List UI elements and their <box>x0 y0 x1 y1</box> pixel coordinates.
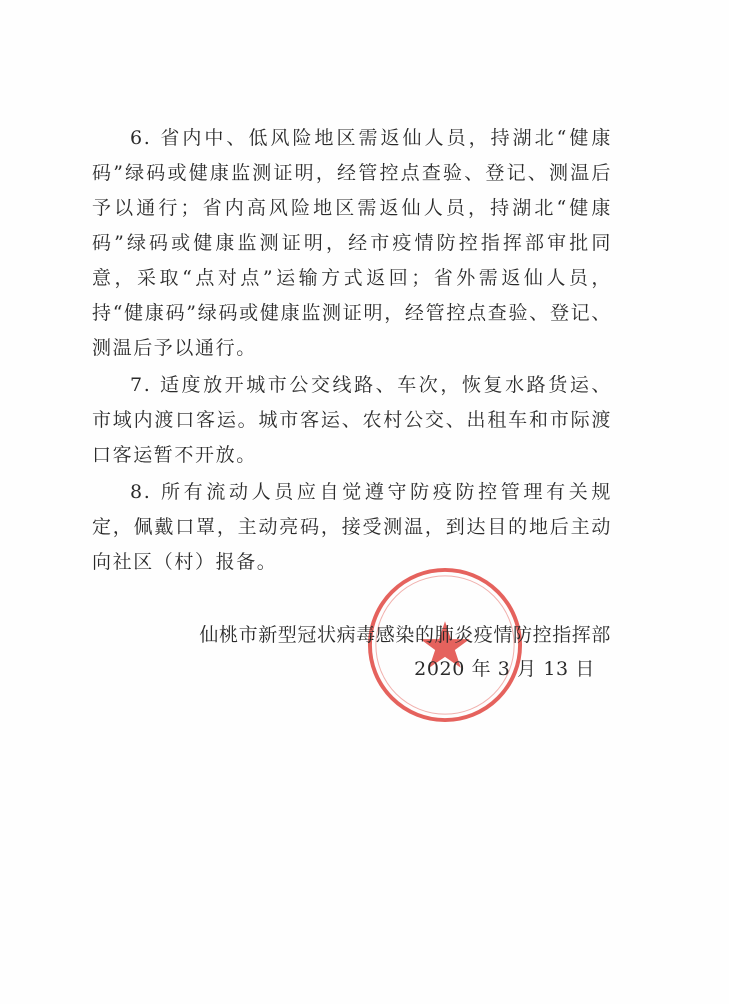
paragraph-8: 8. 所有流动人员应自觉遵守防疫防控管理有关规定，佩戴口罩，主动亮码，接受测温，到达目的地后主动向社区（村）报备。 <box>92 481 612 573</box>
notice-body <box>92 121 612 582</box>
paragraph-6: 6. 省内中、低风险地区需返仙人员，持湖北“健康码”绿码或健康监测证明，经管控点查验、登记、测温后予以通行；省内高风险地区需返仙人员，持湖北“健康码”绿码或健康监测证明，经市疫情防控指挥部审批同意，采取“点对点”运输方式返回；省外需返仙人员，持“健康码”绿码或健康监测证明，经管控点查验、登记、测温后予以通行。 <box>92 127 612 359</box>
paragraph-7: 7. 适度放开城市公交线路、车次，恢复水路货运、市域内渡口客运。城市客运、农村公交、出租车和市际渡口客运暂不开放。 <box>92 374 612 466</box>
issue-date: 2020 年 3 月 13 日 <box>414 658 595 680</box>
signature-block <box>199 618 611 686</box>
issuing-organization: 仙桃市新型冠状病毒感染的肺炎疫情防控指挥部 <box>199 624 611 646</box>
